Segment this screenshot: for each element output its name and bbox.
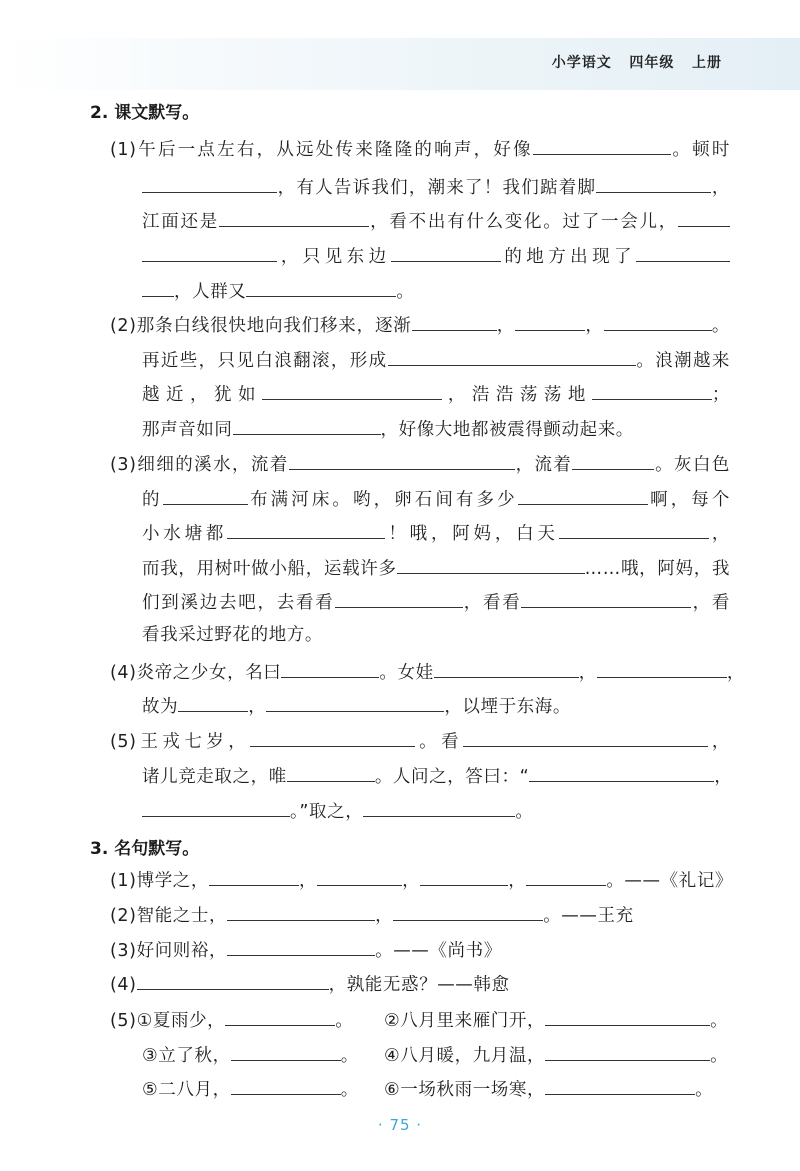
text-line: (5)①夏雨少， 。 (110, 1007, 353, 1032)
answer-blank[interactable] (142, 798, 290, 817)
text-line: 的 布满河床。哟，卵石间有多少 啊，每个 (142, 486, 730, 511)
answer-blank[interactable] (604, 312, 712, 331)
answer-blank[interactable] (391, 243, 501, 262)
text-line: ⑤二八月， 。 (142, 1076, 359, 1101)
answer-blank[interactable] (281, 659, 379, 678)
answer-blank[interactable] (163, 486, 248, 505)
answer-blank[interactable] (250, 728, 415, 747)
text-line: ④八月暖，九月温， 。 (384, 1042, 728, 1067)
text-line: ，人群又 。 (142, 278, 730, 303)
answer-blank[interactable] (397, 555, 585, 574)
text-line: (4)炎帝之少女，名曰 。女娃 ， ， (110, 659, 730, 684)
answer-blank[interactable] (227, 902, 375, 921)
answer-blank[interactable] (545, 1076, 695, 1095)
text-line: (2)智能之士， ， 。——王充 (110, 902, 730, 927)
answer-blank[interactable] (209, 867, 299, 886)
answer-blank[interactable] (227, 937, 375, 956)
answer-blank[interactable] (335, 589, 463, 608)
answer-blank[interactable] (142, 243, 277, 262)
answer-blank[interactable] (420, 867, 508, 886)
text-line: ，只见东边 的地方出现了 (142, 243, 730, 268)
answer-blank[interactable] (592, 381, 712, 400)
answer-blank[interactable] (289, 451, 515, 470)
answer-blank[interactable] (518, 486, 648, 505)
text-line: (1)午后一点左右，从远处传来隆隆的响声，好像 。顿时 (110, 136, 730, 161)
answer-blank[interactable] (233, 416, 381, 435)
answer-blank[interactable] (142, 174, 277, 193)
text-line: 故为 ， ，以堙于东海。 (142, 693, 730, 718)
answer-blank[interactable] (515, 312, 585, 331)
answer-blank[interactable] (636, 243, 730, 262)
answer-blank[interactable] (137, 971, 329, 990)
answer-blank[interactable] (597, 659, 727, 678)
answer-blank[interactable] (231, 1076, 341, 1095)
answer-blank[interactable] (526, 867, 606, 886)
text-line: 越近，犹如 ，浩浩荡荡地 ； (142, 381, 730, 406)
text-line: (5)王戎七岁， 。看 ， (110, 728, 730, 753)
text-line: 。”取之， 。 (142, 798, 730, 823)
answer-blank[interactable] (545, 1007, 710, 1026)
answer-blank[interactable] (219, 208, 369, 227)
text-line: 江面还是 ，看不出有什么变化。过了一会儿， (142, 208, 730, 233)
answer-blank[interactable] (227, 520, 385, 539)
text-line: (4) ，孰能无惑？——韩愈 (110, 971, 730, 996)
text-line: ②八月里来雁门开， 。 (384, 1007, 728, 1032)
answer-blank[interactable] (393, 902, 543, 921)
text-line: (1)博学之， ， ， ， 。——《礼记》 (110, 867, 730, 892)
answer-blank[interactable] (262, 381, 442, 400)
answer-blank[interactable] (412, 312, 497, 331)
answer-blank[interactable] (521, 589, 691, 608)
text-line: (2)那条白线很快地向我们移来，逐渐 ， ， 。 (110, 312, 730, 337)
answer-blank[interactable] (678, 208, 730, 227)
page-number: · 75 · (377, 1116, 423, 1134)
answer-blank[interactable] (317, 867, 402, 886)
answer-blank[interactable] (572, 451, 654, 470)
book-title: 小学语文 四年级 上册 (551, 55, 722, 71)
section-title: 3. 名句默写。 (90, 839, 200, 859)
answer-blank[interactable] (142, 278, 174, 297)
answer-blank[interactable] (266, 693, 444, 712)
answer-blank[interactable] (559, 520, 709, 539)
text-line: ③立了秋， 。 (142, 1042, 359, 1067)
answer-blank[interactable] (231, 1042, 341, 1061)
answer-blank[interactable] (434, 659, 579, 678)
answer-blank[interactable] (388, 347, 636, 366)
answer-blank[interactable] (463, 728, 708, 747)
answer-blank[interactable] (545, 1042, 710, 1061)
text-line: (3)细细的溪水，流着 ，流着 。灰白色 (110, 451, 730, 476)
answer-blank[interactable] (287, 763, 375, 782)
answer-blank[interactable] (225, 1007, 335, 1026)
text-line: 那声音如同 ，好像大地都被震得颤动起来。 (142, 416, 730, 441)
answer-blank[interactable] (178, 693, 248, 712)
answer-blank[interactable] (246, 278, 396, 297)
answer-blank[interactable] (363, 798, 515, 817)
section-title: 2. 课文默写。 (90, 103, 200, 123)
text-line: 们到溪边去吧，去看看 ，看看 ，看 (142, 589, 730, 614)
text-line: 看我采过野花的地方。 (142, 625, 323, 645)
text-line: 再近些，只见白浪翻滚，形成 。浪潮越来 (142, 347, 730, 372)
text-line: 小水塘都 ！哦，阿妈，白天 ， (142, 520, 730, 545)
text-line: ⑥一场秋雨一场寒， 。 (384, 1076, 713, 1101)
text-line: 而我，用树叶做小船，运载许多 ……哦，阿妈，我 (142, 555, 730, 580)
text-line: (3)好问则裕， 。——《尚书》 (110, 937, 730, 962)
text-line: ，有人告诉我们，潮来了！我们踮着脚 ， (142, 174, 730, 199)
answer-blank[interactable] (533, 136, 671, 155)
text-line: 诸儿竞走取之，唯 。人问之，答曰：“ ， (142, 763, 730, 788)
answer-blank[interactable] (529, 763, 714, 782)
answer-blank[interactable] (596, 174, 711, 193)
